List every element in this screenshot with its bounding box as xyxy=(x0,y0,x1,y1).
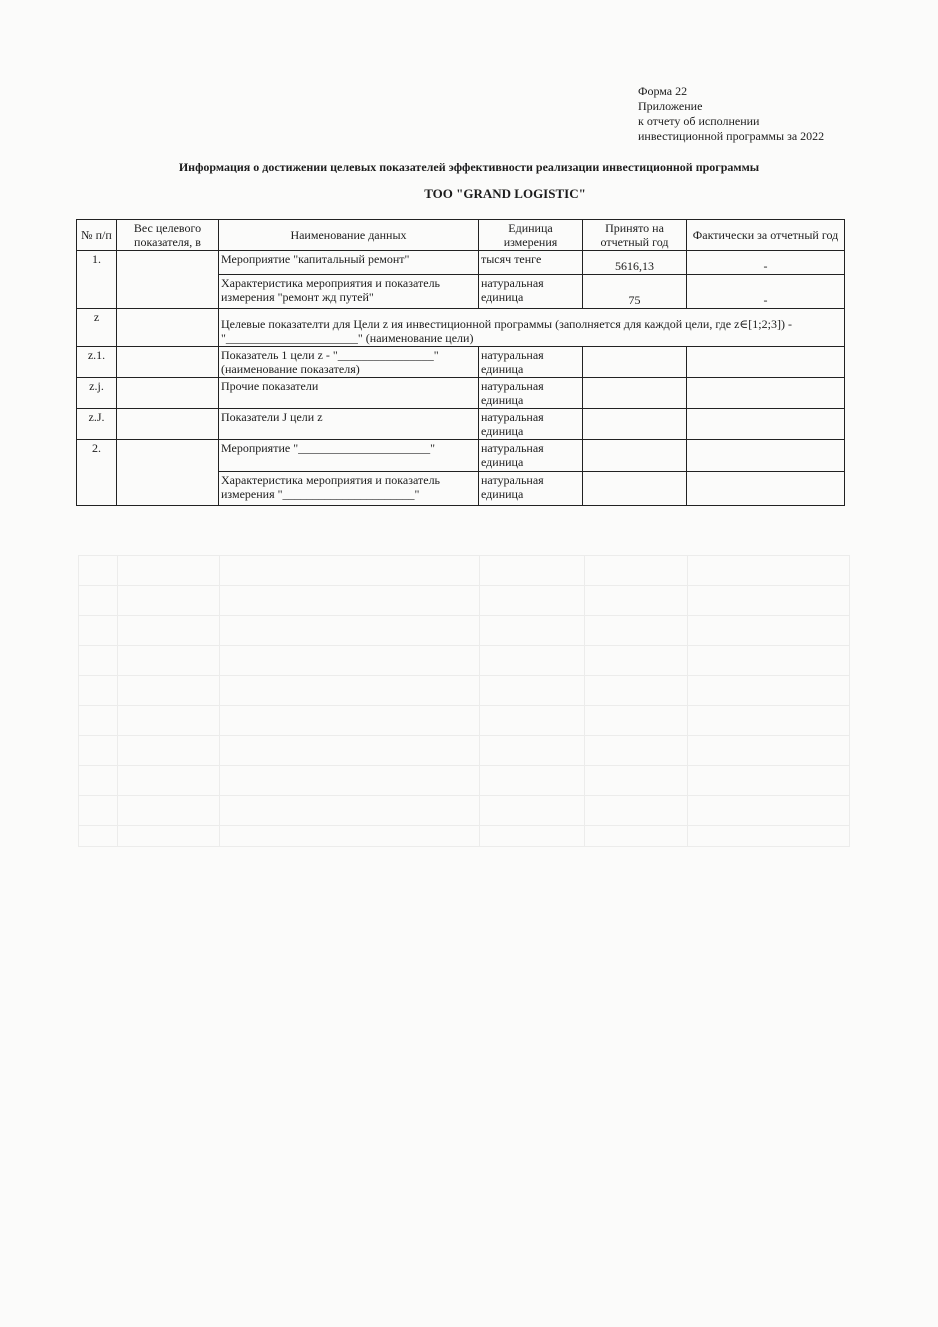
accepted-cell xyxy=(583,472,687,506)
col-header-unit: Единица измерения xyxy=(479,220,583,251)
row-number: z xyxy=(77,309,117,347)
form-header xyxy=(638,84,824,144)
accepted-cell: 5616,13 xyxy=(583,251,687,275)
accepted-cell xyxy=(583,409,687,440)
weight-cell xyxy=(117,409,219,440)
appendix-label: Приложение xyxy=(638,99,703,113)
row-number: z.1. xyxy=(77,347,117,378)
unit-cell: натуральная единица xyxy=(479,347,583,378)
actual-cell xyxy=(687,409,845,440)
data-name-cell: Характеристика мероприятия и показатель измерения "ремонт жд путей" xyxy=(219,275,479,309)
unit-cell: натуральная единица xyxy=(479,472,583,506)
row-number: z.j. xyxy=(77,378,117,409)
col-header-weight: Вес целевого показателя, в xyxy=(117,220,219,251)
accepted-cell xyxy=(583,347,687,378)
weight-cell xyxy=(117,309,219,347)
goal-description-cell: Целевые показателти для Цели z ия инвестиционной программы (заполняется для каждой цели, где z∈[1;2;3]) - "______________________" (наименование цели) xyxy=(219,309,845,347)
col-header-actual: Фактически за отчетный год xyxy=(687,220,845,251)
unit-cell: натуральная единица xyxy=(479,275,583,309)
bleed-through-shadow xyxy=(78,555,850,847)
col-header-num: № п/п xyxy=(77,220,117,251)
weight-cell xyxy=(117,251,219,309)
actual-cell xyxy=(687,472,845,506)
actual-cell: - xyxy=(687,275,845,309)
row-number: z.J. xyxy=(77,409,117,440)
data-name-cell: Мероприятие "капитальный ремонт" xyxy=(219,251,479,275)
table-row xyxy=(77,378,845,409)
row-number: 2. xyxy=(77,440,117,506)
unit-cell: тысяч тенге xyxy=(479,251,583,275)
data-name-cell: Прочие показатели xyxy=(219,378,479,409)
company-name: ТОО "GRAND LOGISTIC" xyxy=(424,186,586,201)
table-row xyxy=(77,309,845,347)
table-row xyxy=(77,409,845,440)
table-row xyxy=(77,251,845,275)
unit-cell: натуральная единица xyxy=(479,440,583,472)
actual-cell xyxy=(687,378,845,409)
weight-cell xyxy=(117,347,219,378)
col-header-accepted: Принято на отчетный год xyxy=(583,220,687,251)
document-title: Информация о достижении целевых показателей эффективности реализации инвестиционной программы xyxy=(178,160,760,174)
weight-cell xyxy=(117,440,219,506)
data-name-cell: Показатели J цели z xyxy=(219,409,479,440)
data-name-cell: Показатель 1 цели z - "________________" (наименование показателя) xyxy=(219,347,479,378)
table-row xyxy=(77,347,845,378)
accepted-cell xyxy=(583,378,687,409)
unit-cell: натуральная единица xyxy=(479,409,583,440)
table-row xyxy=(77,440,845,472)
form-number: Форма 22 xyxy=(638,84,688,98)
unit-cell: натуральная единица xyxy=(479,378,583,409)
actual-cell xyxy=(687,347,845,378)
accepted-cell: 75 xyxy=(583,275,687,309)
appendix-program: инвестиционной программы за 2022 xyxy=(638,129,825,143)
data-name-cell: Характеристика мероприятия и показатель измерения "______________________" xyxy=(219,472,479,506)
row-number: 1. xyxy=(77,251,117,309)
col-header-name: Наименование данных xyxy=(219,220,479,251)
table-header-row xyxy=(77,220,845,251)
weight-cell xyxy=(117,378,219,409)
actual-cell: - xyxy=(687,251,845,275)
actual-cell xyxy=(687,440,845,472)
indicators-table xyxy=(76,219,845,506)
accepted-cell xyxy=(583,440,687,472)
data-name-cell: Мероприятие "______________________" xyxy=(219,440,479,472)
appendix-ref: к отчету об исполнении xyxy=(638,114,760,128)
